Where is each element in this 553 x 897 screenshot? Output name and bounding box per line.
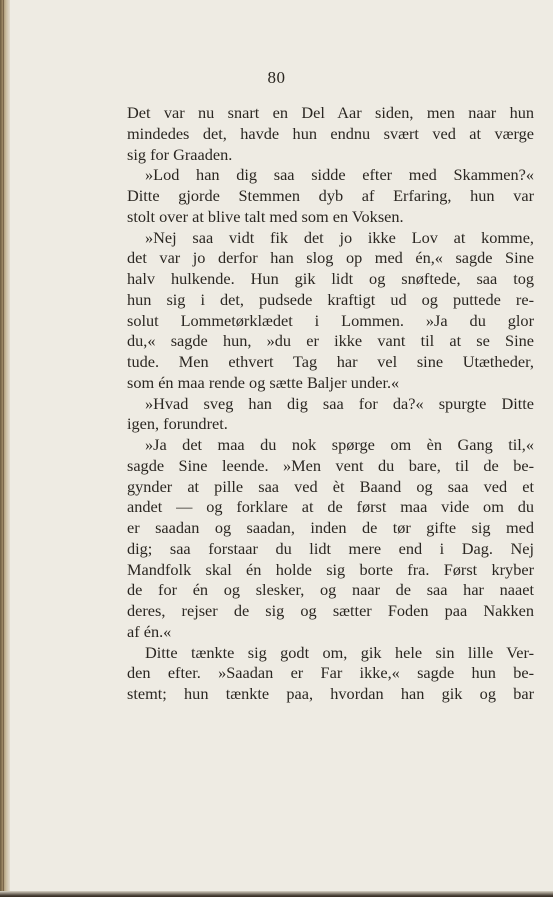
page-binding-edge [0,0,10,897]
text-line: er saadan og saadan, inden de tør gifte sig med [127,518,534,537]
text-line: dig; saa forstaar du lidt mere end i Dag. Nej [127,538,534,558]
text-line: den efter. »Saadan er Far ikke,« sagde hun be- [127,663,534,683]
text-line: »Ja det maa du nok spørge om èn Gang til,« [145,435,534,454]
page-binding-line [3,0,4,897]
text-line: gynder at pille saa ved èt Baand og saa ved et [127,476,534,496]
text-line: »Hvad sveg han dig saa for da?« spurgte Ditte [145,393,534,413]
text-line: sagde Sine leende. »Men vent du bare, til de be- [127,455,534,475]
text-line: Ditte tænkte sig godt om, gik hele sin lille Ver- [145,642,534,662]
text-line: solut Lommetørklædet i Lommen. »Ja du glor [127,310,534,330]
text-line: du,« sagde hun, »du er ikke vant til at se Sine [127,331,534,351]
text-line: halv hulkende. Hun gik lidt og snøftede, saa tog [127,269,534,288]
text-line: Det var nu snart en Del Aar siden, men naar hun [127,103,534,122]
text-line: det var jo derfor han slog op med én,« sagde Sine [127,248,534,268]
text-line: igen, forundret. [127,414,228,434]
body-text [127,103,534,705]
text-line: stolt over at blive talt med som en Voksen. [127,206,404,226]
text-line: sig for Graaden. [127,144,233,164]
text-line: »Nej saa vidt fik det jo ikke Lov at komme, [145,227,534,247]
text-line: deres, rejser de sig og sætter Foden paa Nakken [127,601,534,620]
text-line: stemt; hun tænkte paa, hvordan han gik og bar [127,684,534,703]
text-line: Ditte gjorde Stemmen dyb af Erfaring, hun var [127,186,534,205]
text-line: andet — og forklare at de først maa vide om du [127,497,534,517]
page-number: 80 [267,68,286,87]
text-line: som én maa rende og sætte Baljer under.« [127,372,400,392]
text-line: »Lod han dig saa sidde efter med Skammen?« [145,165,534,185]
text-line: af én.« [127,621,172,641]
text-line: hun sig i det, pudsede kraftigt ud og puttede re- [127,289,534,309]
page-bottom-edge [0,891,553,897]
text-line: Mandfolk skal én holde sig borte fra. Først kryber [127,559,534,579]
text-line: mindedes det, havde hun endnu svært ved at værge [127,123,534,143]
text-line: de for én og slesker, og naar de saa har naaet [127,580,534,600]
text-line: tude. Men ethvert Tag har vel sine Utætheder, [127,352,534,371]
